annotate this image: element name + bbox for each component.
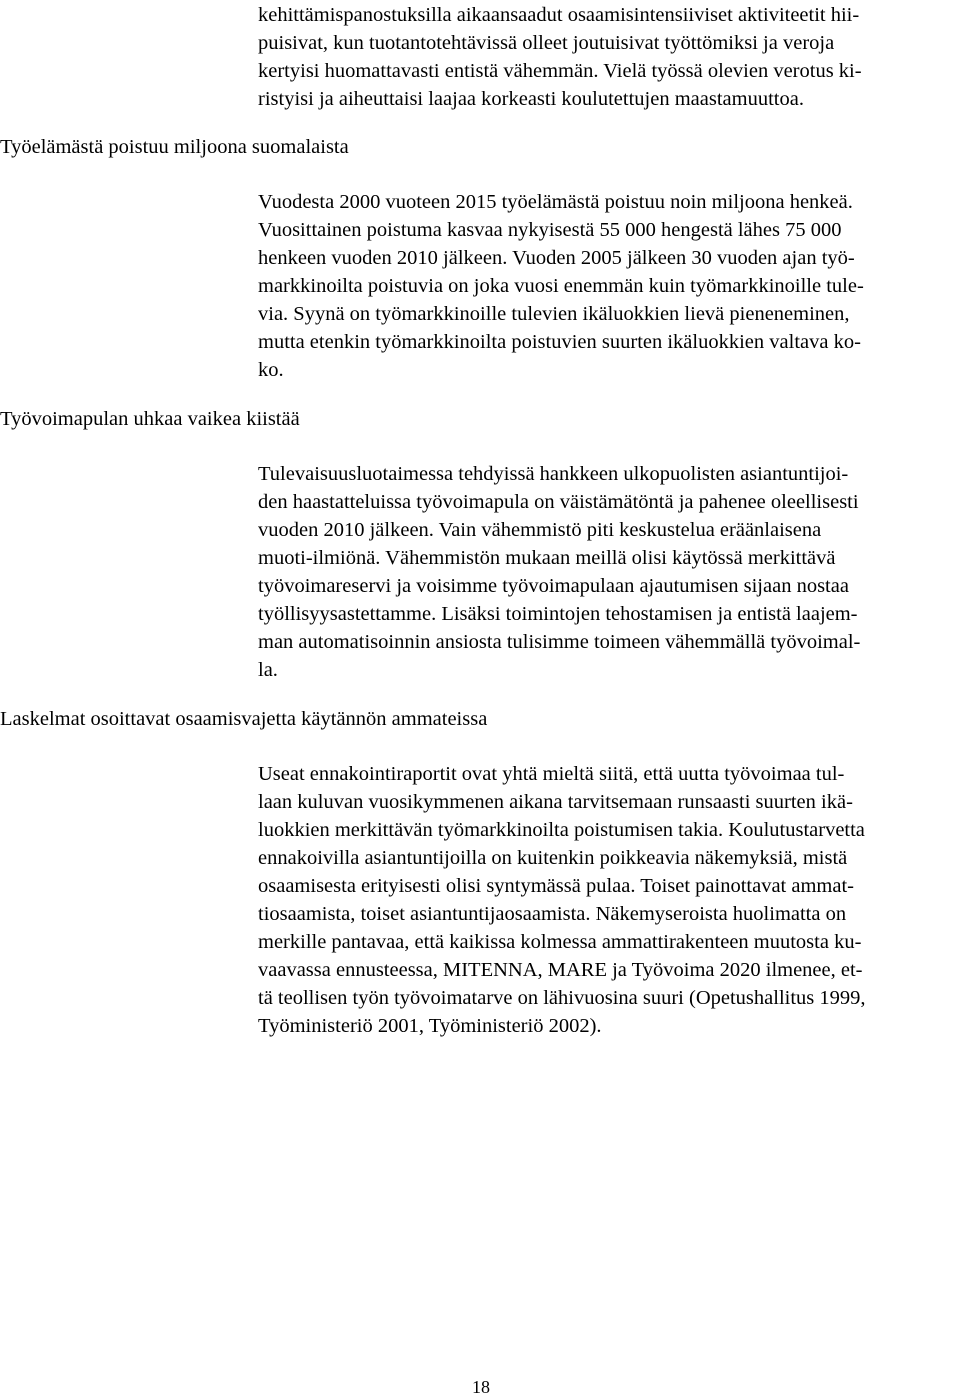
section-heading-labour-shortage: Työvoimapulan uhkaa vaikea kiistää [0,408,300,430]
paragraph-line: man automatisoinnin ansiosta tulisimme toimeen vähemmällä työvoimal- [258,631,861,653]
page-number: 18 [472,1377,490,1397]
paragraph-line: vuoden 2010 jälkeen. Vain vähemmistö piti keskustelua eräänlaisena [258,519,822,541]
paragraph-line: tiosaamista, toiset asiantuntijaosaamista. Näkemyseroista huolimatta on [258,903,847,925]
paragraph-line: tä teollisen työn työvoimatarve on lähivuosina suuri (Opetushallitus 1999, [258,987,866,1009]
paragraph-line: merkille pantavaa, että kaikissa kolmessa ammattirakenteen muutosta ku- [258,931,862,953]
paragraph-line: Työministeriö 2001, Työministeriö 2002). [258,1015,602,1037]
paragraph-line: osaamisesta erityisesti olisi syntymässä pulaa. Toiset painottavat ammat- [258,875,854,897]
paragraph-line: ristyisi ja aiheuttaisi laajaa korkeasti koulutettujen maastamuuttoa. [258,88,804,110]
paragraph-line: ko. [258,359,284,381]
paragraph-line: mutta etenkin työmarkkinoilta poistuvien suurten ikäluokkien valtava ko- [258,331,861,353]
paragraph-line: ennakoivilla asiantuntijoilla on kuitenkin poikkeavia näkemyksiä, mistä [258,847,848,869]
paragraph-line: työllisyysastettamme. Lisäksi toimintojen tehostamisen ja entistä laajem- [258,603,858,625]
paragraph-line: vaavassa ennusteessa, MITENNA, MARE ja Työvoima 2020 ilmenee, et- [258,959,863,981]
section-heading-workforce-exit: Työelämästä poistuu miljoona suomalaista [0,136,349,158]
paragraph-line: työvoimareservi ja voisimme työvoimapulaan ajautumisen sijaan nostaa [258,575,849,597]
paragraph-line: puisivat, kun tuotantotehtävissä olleet joutuisivat työttömiksi ja veroja [258,32,835,54]
paragraph-line: Tulevaisuusluotaimessa tehdyissä hankkeen ulkopuolisten asiantuntijoi- [258,463,849,485]
paragraph-line: henkeen vuoden 2010 jälkeen. Vuoden 2005 jälkeen 30 vuoden ajan työ- [258,247,855,269]
paragraph-line: kehittämispanostuksilla aikaansaadut osaamisintensiiviset aktiviteetit hii- [258,4,860,26]
paragraph-line: markkinoilta poistuvia on joka vuosi enemmän kuin työmarkkinoille tule- [258,275,864,297]
paragraph-line: Vuodesta 2000 vuoteen 2015 työelämästä poistuu noin miljoona henkeä. [258,191,853,213]
paragraph-line: Vuosittainen poistuma kasvaa nykyisestä 55 000 hengestä lähes 75 000 [258,219,842,241]
paragraph-line: Useat ennakointiraportit ovat yhtä mieltä siitä, että uutta työvoimaa tul- [258,763,845,785]
section-heading-skills-gap: Laskelmat osoittavat osaamisvajetta käytännön ammateissa [0,708,488,730]
paragraph-line: muoti-ilmiönä. Vähemmistön mukaan meillä olisi käytössä merkittävä [258,547,836,569]
paragraph-line: kertyisi huomattavasti entistä vähemmän. Vielä työssä olevien verotus ki- [258,60,862,82]
paragraph-line: den haastatteluissa työvoimapula on väistämätöntä ja pahenee oleellisesti [258,491,859,513]
paragraph-line: la. [258,659,278,681]
paragraph-line: luokkien merkittävän työmarkkinoilta poistumisen takia. Koulutustarvetta [258,819,865,841]
paragraph-line: via. Syynä on työmarkkinoille tulevien ikäluokkien lievä pieneneminen, [258,303,850,325]
paragraph-line: laan kuluvan vuosikymmenen aikana tarvitsemaan runsaasti suurten ikä- [258,791,853,813]
